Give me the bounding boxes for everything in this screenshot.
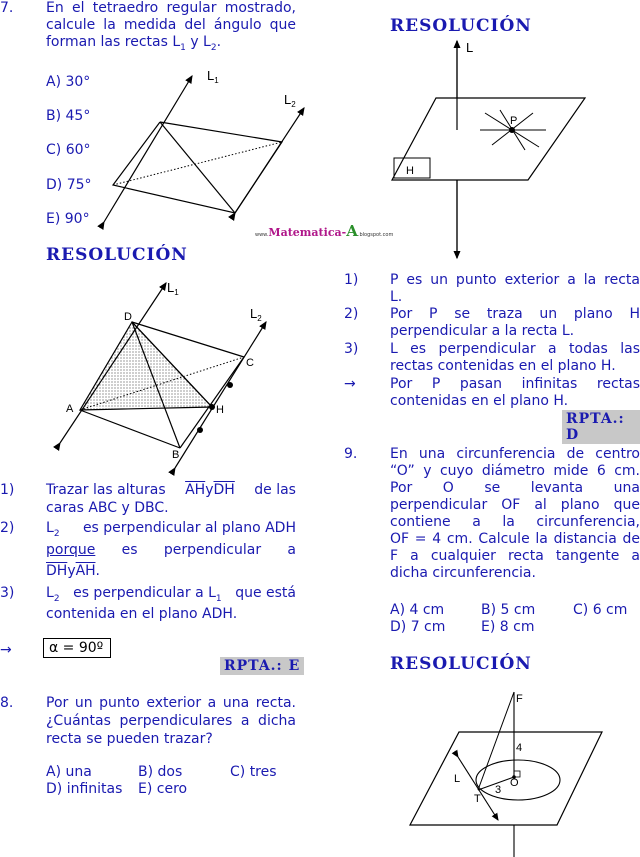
q7-stem-line3: forman las rectas $L_1$ y $L_2$. (46, 34, 222, 53)
step8-4-line1: Por P pasan infinitas rectas (390, 376, 640, 392)
q8-stem-line3: recta se pueden trazar? (46, 731, 213, 747)
q9-option-c: C) 6 cm (573, 602, 628, 618)
step7-1-number: 1) (0, 482, 15, 498)
step7-3-number: 3) (0, 585, 15, 601)
q7-option-e: E) 90° (46, 211, 90, 227)
q9-option-a: A) 4 cm (390, 602, 445, 618)
step8-2-number: 2) (344, 306, 359, 322)
q9-stem-line6: OF = 4 cm. Calcule la distancia de (390, 531, 640, 547)
fig2-label-l1: $L_1$ (167, 280, 179, 297)
q9-stem-line3: Por O se levanta una (390, 480, 640, 496)
step7-2-number: 2) (0, 520, 15, 536)
fig4-label-f: F (516, 693, 523, 705)
step8-1-line1: P es un punto exterior a la recta (390, 272, 640, 288)
q8-number: 8. (0, 695, 14, 711)
fig4-plane (410, 732, 602, 825)
q7-option-a: A) 30° (46, 74, 91, 90)
q9-stem-line4: perpendicular OF al plano que (390, 497, 640, 513)
fig1-label-l1: $L_1$ (207, 68, 219, 85)
q8-stem-line1: Por un punto exterior a una recta. (46, 695, 296, 711)
q9-option-d: D) 7 cm (390, 619, 446, 635)
fig2-label-a: A (66, 403, 74, 415)
step7-3-line2: contenida en el plano ADH. (46, 606, 238, 622)
resolucion-heading-7: RESOLUCIÓN (46, 245, 188, 265)
fig2-label-c: C (246, 357, 254, 369)
rpta-badge-7: RPTA.: E (220, 657, 304, 675)
q8-option-d: D) infinitas (46, 781, 123, 797)
step8-1-number: 1) (344, 272, 359, 288)
fig3-label-h: H (406, 165, 414, 177)
fig2-label-h: H (216, 404, 224, 416)
q7-stem-line1: En el tetraedro regular mostrado, (46, 0, 296, 16)
q8-option-b: B) dos (138, 764, 183, 780)
fig4-label-l: L (454, 773, 461, 785)
fig3-label-p: P (510, 115, 518, 127)
answer-box-alpha: α = 90º (43, 638, 111, 658)
q9-stem-line8: dicha circunferencia. (390, 565, 536, 581)
q9-number: 9. (344, 446, 358, 462)
q9-stem-line7: F a cualquier recta tangente a (390, 548, 640, 564)
fig2-label-l2: $L_2$ (250, 306, 262, 323)
q8-option-c: C) tres (230, 764, 277, 780)
q7-option-d: D) 75° (46, 177, 92, 193)
q8-stem-line2: ¿Cuántas perpendiculares a dicha (46, 713, 296, 729)
step8-1-line2: L. (390, 289, 403, 305)
step7-1-line2: caras ABC y DBC. (46, 500, 169, 516)
q8-option-e: E) cero (138, 781, 188, 797)
fig1-label-l2: $L_2$ (284, 92, 296, 109)
q7-number: 7. (0, 0, 14, 16)
q9-option-b: B) 5 cm (481, 602, 536, 618)
step7-1-line1: Trazar las alturas $\overline{AH}y\overline{DH}$ de las (46, 482, 296, 498)
q7-stem-line2: calcule la medida del ángulo que (46, 17, 296, 33)
fig4-label-3: 3 (495, 784, 502, 796)
step8-3-number: 3) (344, 341, 359, 357)
resolucion-heading-9: RESOLUCIÓN (390, 654, 532, 674)
rpta-badge-8: RPTA.: D (562, 410, 640, 444)
step7-2-line1: $L_2$ es perpendicular al plano ADH (46, 520, 296, 539)
fig2-label-b: B (172, 449, 180, 461)
q9-stem-line1: En una circunferencia de centro (390, 446, 640, 462)
step8-4-line2: contenidas en el plano H. (390, 393, 569, 409)
step7-2-line2: porque es perpendicular a (46, 542, 296, 558)
step7-2-line3: $\overline{DH}y\overline{AH}$. (46, 563, 100, 579)
step8-2-line2: perpendicular a la recta L. (390, 323, 575, 339)
q9-stem-line2: “O” y cuyo diámetro mide 6 cm. (390, 463, 640, 479)
q8-option-a: A) una (46, 764, 92, 780)
site-logo: www.Matematica-A.blogspot.com (255, 222, 394, 240)
step8-arrow: → (344, 376, 356, 392)
q7-option-b: B) 45° (46, 108, 91, 124)
fig4-label-4: 4 (516, 742, 523, 754)
step7-arrow: → (0, 642, 12, 658)
step8-3-line2: rectas contenidas en el plano H. (390, 358, 616, 374)
q9-option-e: E) 8 cm (481, 619, 535, 635)
step7-3-line1: $L_2$ es perpendicular a $L_1$ que está (46, 585, 296, 604)
fig3-label-l: L (466, 40, 474, 55)
q9-stem-line5: contiene a la circunferencia, (390, 514, 640, 530)
fig4-label-o: O (510, 777, 519, 789)
fig4-label-t: T (474, 793, 481, 805)
q7-option-c: C) 60° (46, 142, 91, 158)
resolucion-heading-8: RESOLUCIÓN (390, 16, 532, 36)
step8-3-line1: L es perpendicular a todas las (390, 341, 640, 357)
fig2-label-d: D (124, 311, 132, 323)
step8-2-line1: Por P se traza un plano H (390, 306, 640, 322)
